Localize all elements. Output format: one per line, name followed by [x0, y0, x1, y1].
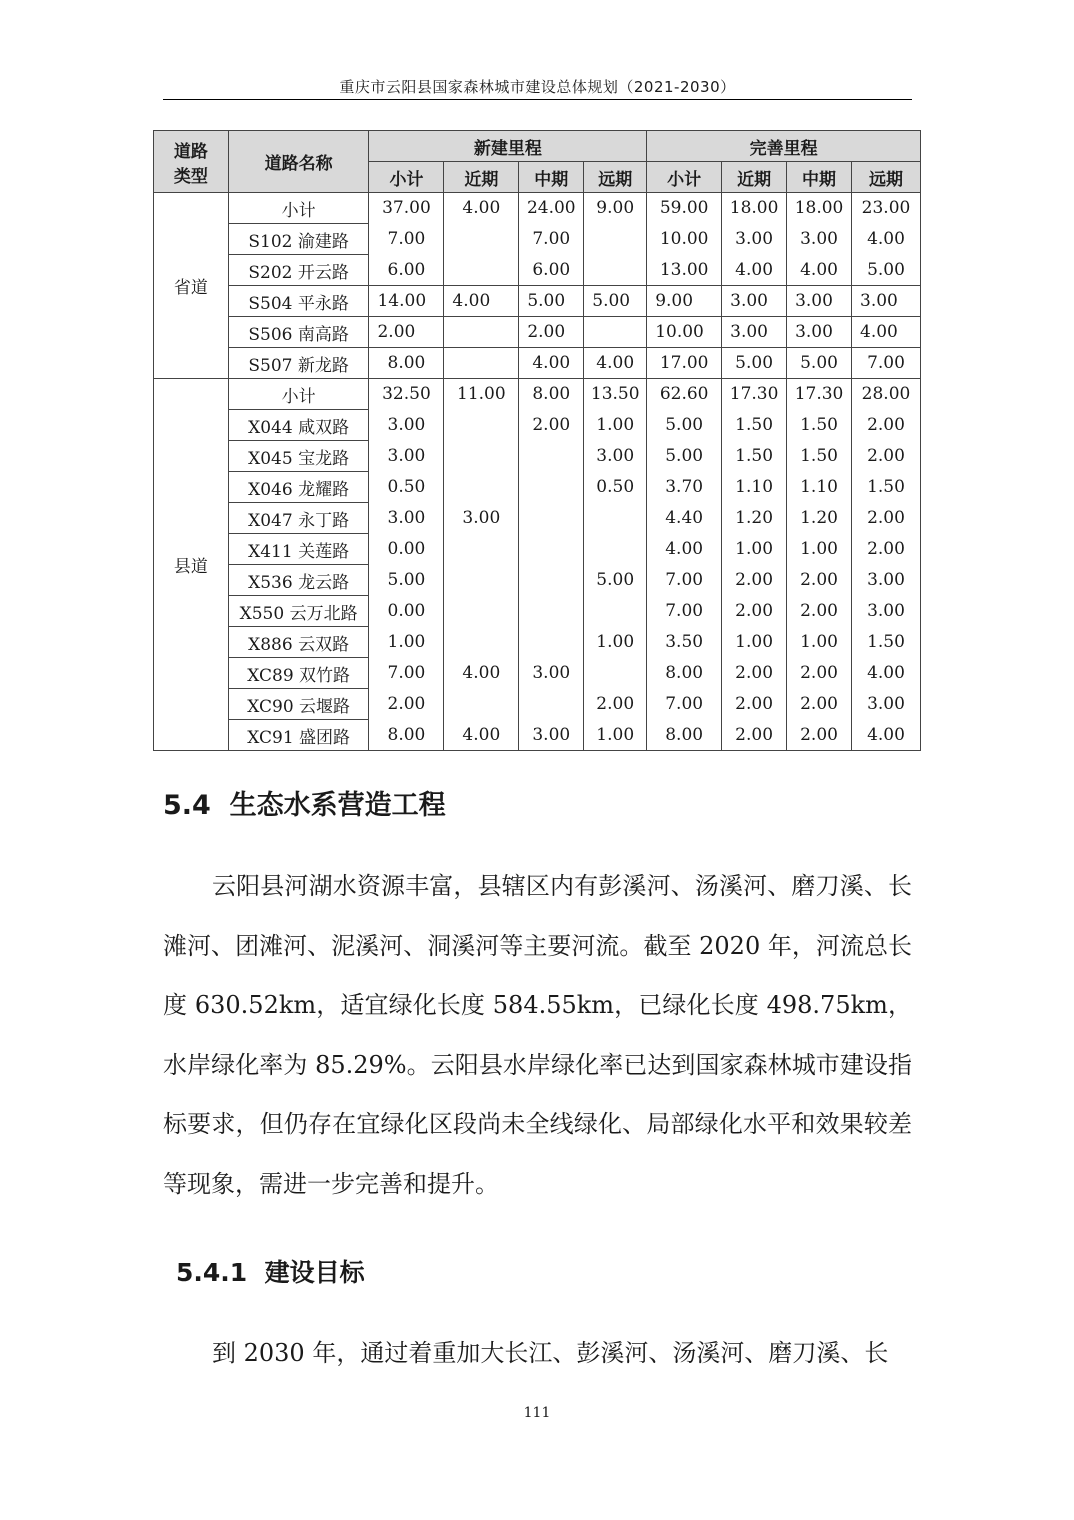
road-type-cell: 省道	[154, 193, 229, 379]
mileage-cell	[584, 658, 647, 689]
mileage-cell	[444, 410, 519, 441]
table-row	[154, 565, 921, 596]
mileage-cell: 1.00	[584, 627, 647, 658]
mileage-cell: 2.00	[852, 441, 921, 472]
mileage-cell	[519, 441, 584, 472]
mileage-cell: 1.50	[722, 441, 787, 472]
mileage-cell: 11.00	[444, 379, 519, 410]
mileage-cell: 28.00	[852, 379, 921, 410]
mileage-cell: 7.00	[852, 348, 921, 379]
table-row	[154, 720, 921, 751]
mileage-cell: 1.00	[722, 627, 787, 658]
mileage-cell: 2.00	[369, 317, 444, 348]
mileage-cell: 3.00	[787, 317, 852, 348]
mileage-cell: 23.00	[852, 193, 921, 224]
road-name-cell: S102 渝建路	[228, 224, 369, 255]
road-name-cell: S506 南高路	[228, 317, 369, 348]
table-row	[154, 224, 921, 255]
mileage-cell: 3.00	[852, 286, 921, 317]
mileage-cell: 1.20	[722, 503, 787, 534]
mileage-cell	[444, 534, 519, 565]
mileage-cell: 7.00	[519, 224, 584, 255]
subheader-cell: 远期	[584, 162, 647, 193]
mileage-cell	[584, 534, 647, 565]
road-name-cell: XC89 双竹路	[228, 658, 369, 689]
mileage-cell: 4.00	[444, 658, 519, 689]
mileage-cell: 4.00	[787, 255, 852, 286]
mileage-cell: 3.00	[852, 565, 921, 596]
section-heading	[163, 783, 446, 822]
road-name-cell: X886 云双路	[228, 627, 369, 658]
road-name-cell: 小计	[228, 193, 369, 224]
table-row	[154, 348, 921, 379]
mileage-cell	[444, 255, 519, 286]
mileage-cell: 8.00	[519, 379, 584, 410]
mileage-cell: 1.00	[787, 534, 852, 565]
table-row	[154, 317, 921, 348]
mileage-cell: 0.50	[369, 472, 444, 503]
mileage-cell	[444, 689, 519, 720]
header-rule	[163, 99, 912, 100]
mileage-cell	[519, 689, 584, 720]
mileage-cell	[444, 627, 519, 658]
mileage-cell	[519, 503, 584, 534]
mileage-cell: 7.00	[647, 596, 722, 627]
mileage-cell	[444, 317, 519, 348]
mileage-cell: 2.00	[722, 689, 787, 720]
mileage-cell: 5.00	[722, 348, 787, 379]
road-name-cell: X411 关莲路	[228, 534, 369, 565]
mileage-cell: 0.00	[369, 596, 444, 627]
mileage-cell	[444, 565, 519, 596]
page-header: 重庆市云阳县国家森林城市建设总体规划（2021-2030）	[339, 78, 736, 96]
table-row	[154, 627, 921, 658]
table-row	[154, 689, 921, 720]
mileage-cell: 4.40	[647, 503, 722, 534]
mileage-cell: 3.00	[519, 720, 584, 751]
mileage-cell: 8.00	[647, 658, 722, 689]
mileage-cell: 59.00	[647, 193, 722, 224]
mileage-cell: 2.00	[519, 317, 584, 348]
mileage-cell: 4.00	[444, 720, 519, 751]
mileage-cell: 24.00	[519, 193, 584, 224]
mileage-cell: 3.00	[852, 596, 921, 627]
mileage-cell: 4.00	[852, 658, 921, 689]
subheader-cell: 近期	[722, 162, 787, 193]
mileage-cell: 3.00	[369, 441, 444, 472]
mileage-cell: 1.00	[584, 410, 647, 441]
road-name-cell: X550 云万北路	[228, 596, 369, 627]
mileage-cell: 3.00	[369, 503, 444, 534]
mileage-cell: 3.70	[647, 472, 722, 503]
mileage-cell: 3.00	[787, 224, 852, 255]
mileage-cell: 7.00	[369, 224, 444, 255]
mileage-cell: 2.00	[722, 720, 787, 751]
mileage-cell: 32.50	[369, 379, 444, 410]
mileage-cell	[519, 627, 584, 658]
mileage-cell: 2.00	[584, 689, 647, 720]
table-row	[154, 441, 921, 472]
table-body	[154, 193, 921, 751]
mileage-cell	[444, 224, 519, 255]
mileage-cell: 1.00	[722, 534, 787, 565]
page-number: 111	[523, 1405, 551, 1421]
mileage-cell: 0.50	[584, 472, 647, 503]
mileage-cell: 5.00	[647, 410, 722, 441]
subsection-paragraph: 到 2030 年，通过着重加大长江、彭溪河、汤溪河、磨刀溪、长	[212, 1339, 889, 1367]
subheader-cell: 中期	[519, 162, 584, 193]
road-name-cell: 小计	[228, 379, 369, 410]
mileage-cell: 7.00	[369, 658, 444, 689]
mileage-cell: 2.00	[519, 410, 584, 441]
section-paragraph: 云阳县河湖水资源丰富，县辖区内有彭溪河、汤溪河、磨刀溪、长滩河、团滩河、泥溪河、洞溪河等主要河流。截至 2020 年，河流总长度 630.52km，适宜绿化长度 584.55km，已绿化长度 498.75km，水岸绿化率为 85.29%。云阳县水岸绿化率已达到国家森林城市建设指标要求，但仍存在宜绿化区段尚未全线绿化、局部绿化水平和效果较差等现象，需进一步完善和提升。	[163, 872, 912, 1198]
road-name-cell: S507 新龙路	[228, 348, 369, 379]
road-name-cell: S504 平永路	[228, 286, 369, 317]
mileage-cell: 2.00	[852, 534, 921, 565]
road-name-cell: XC90 云堰路	[228, 689, 369, 720]
mileage-cell: 3.00	[444, 503, 519, 534]
table-row	[154, 255, 921, 286]
mileage-cell: 2.00	[852, 503, 921, 534]
mileage-cell: 1.00	[787, 627, 852, 658]
mileage-cell: 3.00	[852, 689, 921, 720]
mileage-cell	[584, 503, 647, 534]
road-name-cell: S202 开云路	[228, 255, 369, 286]
mileage-cell: 2.00	[722, 565, 787, 596]
mileage-cell	[444, 348, 519, 379]
mileage-cell: 2.00	[787, 596, 852, 627]
mileage-cell	[584, 255, 647, 286]
mileage-cell: 3.00	[787, 286, 852, 317]
mileage-cell: 8.00	[369, 720, 444, 751]
subheader-cell: 远期	[852, 162, 921, 193]
mileage-cell: 4.00	[519, 348, 584, 379]
mileage-cell: 4.00	[444, 193, 519, 224]
mileage-cell: 4.00	[647, 534, 722, 565]
mileage-cell	[584, 317, 647, 348]
mileage-cell: 2.00	[787, 689, 852, 720]
header-road-type	[154, 131, 229, 193]
mileage-cell: 18.00	[722, 193, 787, 224]
subheader-cell: 中期	[787, 162, 852, 193]
mileage-cell: 5.00	[584, 565, 647, 596]
mileage-cell: 7.00	[647, 565, 722, 596]
mileage-cell: 5.00	[787, 348, 852, 379]
mileage-cell: 6.00	[519, 255, 584, 286]
mileage-cell: 2.00	[722, 658, 787, 689]
mileage-cell: 8.00	[369, 348, 444, 379]
mileage-cell: 18.00	[787, 193, 852, 224]
mileage-cell: 7.00	[647, 689, 722, 720]
mileage-cell: 4.00	[584, 348, 647, 379]
road-name-cell: X536 龙云路	[228, 565, 369, 596]
mileage-cell: 1.10	[722, 472, 787, 503]
mileage-cell: 10.00	[647, 224, 722, 255]
mileage-cell: 17.30	[722, 379, 787, 410]
section-title: 生态水系营造工程	[229, 790, 446, 821]
table-row	[154, 193, 921, 224]
mileage-cell: 1.00	[584, 720, 647, 751]
header-road-type-line1: 道路	[173, 141, 208, 162]
mileage-cell: 3.00	[722, 224, 787, 255]
mileage-cell: 5.00	[584, 286, 647, 317]
table-row	[154, 503, 921, 534]
subheader-cell: 近期	[444, 162, 519, 193]
mileage-cell: 3.00	[519, 658, 584, 689]
section-number: 5.4	[163, 790, 211, 821]
mileage-cell	[519, 596, 584, 627]
mileage-cell	[444, 441, 519, 472]
mileage-cell: 1.50	[787, 441, 852, 472]
mileage-cell: 1.50	[787, 410, 852, 441]
mileage-cell: 1.00	[369, 627, 444, 658]
mileage-cell	[584, 596, 647, 627]
road-type-cell: 县道	[154, 379, 229, 751]
mileage-cell	[519, 472, 584, 503]
mileage-cell: 1.10	[787, 472, 852, 503]
mileage-cell: 8.00	[647, 720, 722, 751]
mileage-cell	[519, 565, 584, 596]
road-mileage-table	[153, 130, 921, 751]
mileage-cell: 5.00	[852, 255, 921, 286]
mileage-cell	[444, 472, 519, 503]
mileage-cell: 2.00	[369, 689, 444, 720]
mileage-cell: 9.00	[647, 286, 722, 317]
mileage-cell: 9.00	[584, 193, 647, 224]
mileage-cell: 37.00	[369, 193, 444, 224]
subheader-cell: 小计	[647, 162, 722, 193]
table-row	[154, 410, 921, 441]
mileage-cell: 3.00	[369, 410, 444, 441]
mileage-cell: 1.50	[852, 472, 921, 503]
mileage-cell: 14.00	[369, 286, 444, 317]
mileage-cell: 2.00	[852, 410, 921, 441]
subheader-cell: 小计	[369, 162, 444, 193]
mileage-cell: 4.00	[444, 286, 519, 317]
table-row	[154, 534, 921, 565]
mileage-cell: 2.00	[787, 565, 852, 596]
header-road-name: 道路名称	[228, 131, 369, 193]
mileage-cell: 0.00	[369, 534, 444, 565]
mileage-cell: 10.00	[647, 317, 722, 348]
road-name-cell: X046 龙耀路	[228, 472, 369, 503]
mileage-cell: 6.00	[369, 255, 444, 286]
mileage-cell: 3.00	[722, 286, 787, 317]
mileage-cell: 13.50	[584, 379, 647, 410]
mileage-cell: 5.00	[519, 286, 584, 317]
mileage-cell: 4.00	[722, 255, 787, 286]
mileage-cell	[444, 596, 519, 627]
table-row	[154, 286, 921, 317]
mileage-cell: 5.00	[647, 441, 722, 472]
header-new-mileage: 新建里程	[369, 131, 647, 162]
table-row	[154, 596, 921, 627]
table-row	[154, 472, 921, 503]
subsection-number: 5.4.1	[176, 1258, 248, 1287]
road-name-cell: XC91 盛团路	[228, 720, 369, 751]
mileage-cell: 13.00	[647, 255, 722, 286]
mileage-cell: 4.00	[852, 720, 921, 751]
mileage-cell: 3.50	[647, 627, 722, 658]
mileage-cell	[519, 534, 584, 565]
mileage-cell: 62.60	[647, 379, 722, 410]
road-name-cell: X045 宝龙路	[228, 441, 369, 472]
mileage-cell	[584, 224, 647, 255]
mileage-cell: 2.00	[722, 596, 787, 627]
table-row	[154, 658, 921, 689]
mileage-cell: 5.00	[369, 565, 444, 596]
mileage-cell: 2.00	[787, 720, 852, 751]
mileage-cell: 2.00	[787, 658, 852, 689]
table-row	[154, 379, 921, 410]
mileage-cell: 1.50	[722, 410, 787, 441]
subsection-heading	[176, 1253, 365, 1289]
road-name-cell: X047 永丁路	[228, 503, 369, 534]
mileage-cell: 17.30	[787, 379, 852, 410]
header-improve-mileage: 完善里程	[647, 131, 921, 162]
subsection-title: 建设目标	[264, 1258, 365, 1287]
header-road-type-line2: 类型	[173, 166, 208, 187]
mileage-cell: 1.20	[787, 503, 852, 534]
mileage-cell: 3.00	[584, 441, 647, 472]
road-name-cell: X044 咸双路	[228, 410, 369, 441]
mileage-cell: 1.50	[852, 627, 921, 658]
mileage-cell: 4.00	[852, 224, 921, 255]
mileage-cell: 3.00	[722, 317, 787, 348]
mileage-cell: 17.00	[647, 348, 722, 379]
mileage-cell: 4.00	[852, 317, 921, 348]
